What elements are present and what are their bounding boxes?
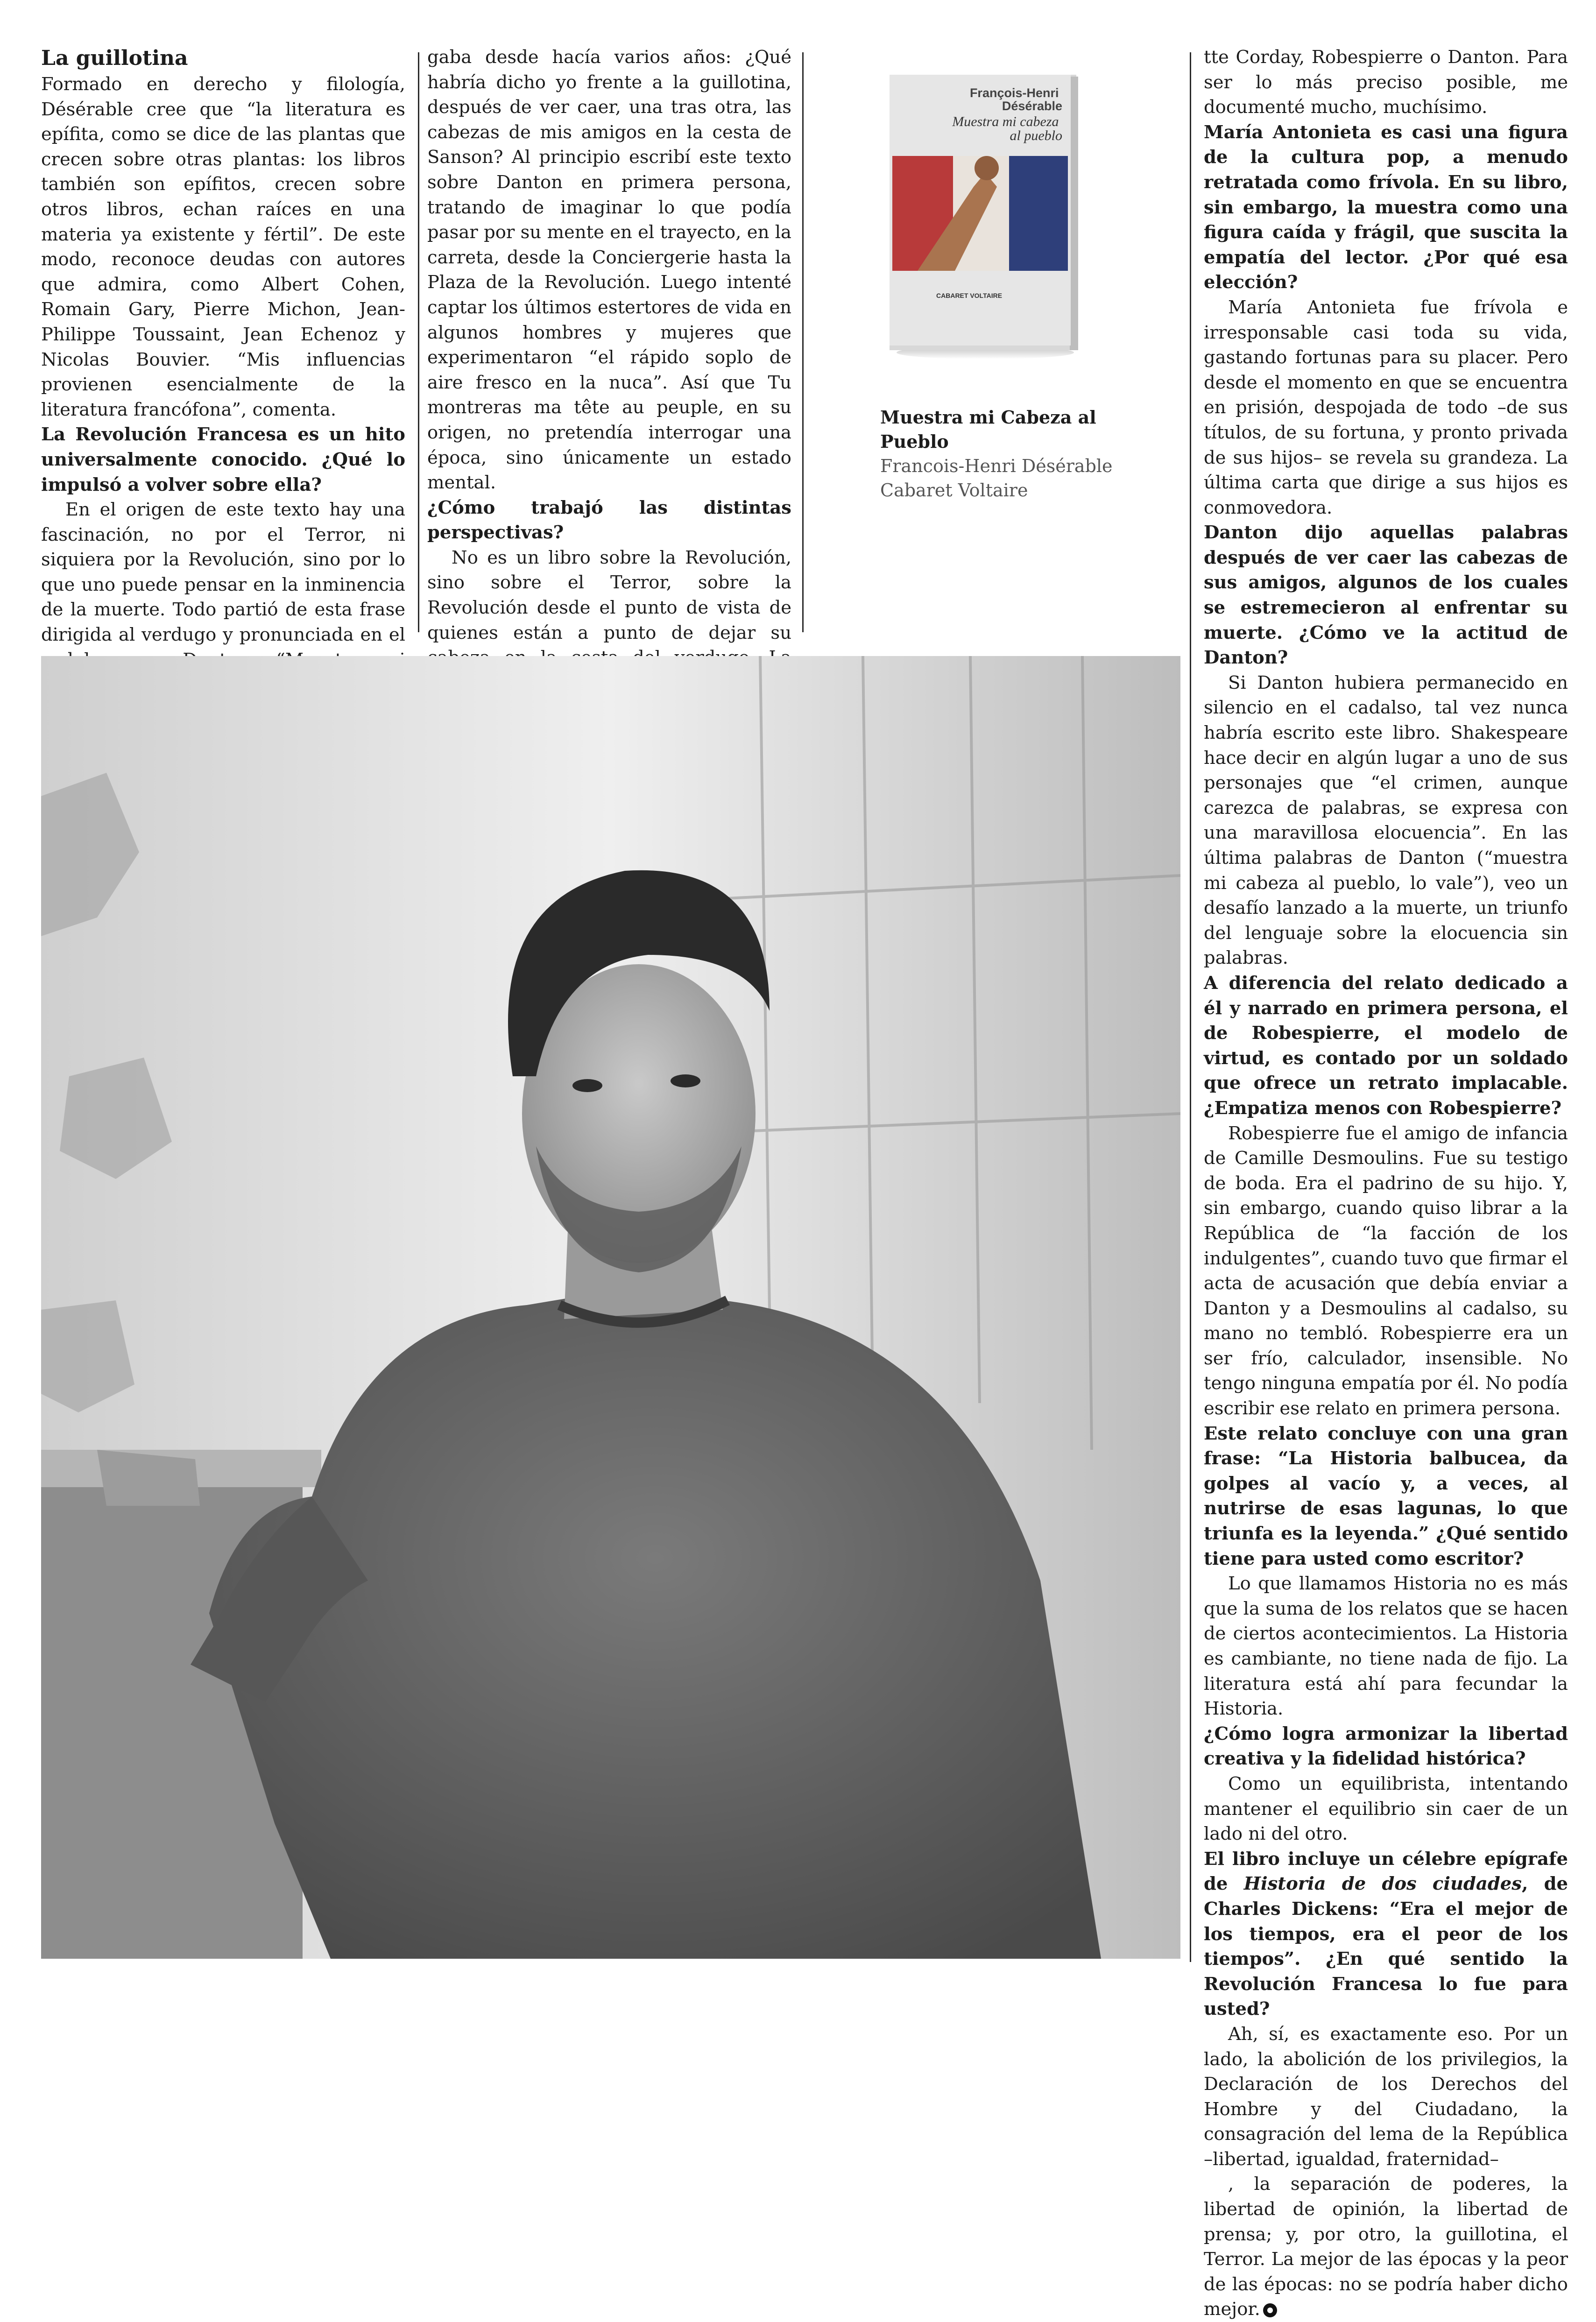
question-7: ¿Cómo logra armonizar la libertad creativa y la fidelidad histórica? (1204, 1723, 1568, 1770)
answer-8-part-b: , la separación de poderes, la libertad de opinión, la libertad de prensa; y, por otro, la guillotina, el Terror. La mejor de las épocas y la peor de las épocas: no se podría haber dicho mejor. (1204, 2174, 1568, 2320)
end-of-article-icon (1263, 2303, 1277, 2317)
book-caption (880, 405, 1132, 502)
answer-4: Si Danton hubiera permanecido en silencio en el cadalso, tal vez nunca habría escrito este libro. Shakespeare hace decir en algún lugar a uno de sus personajes que “el crimen, aunque carezca de palabras, se expresa con una maravillosa elocuencia”. En las última palabras de Danton (“muestra mi cabeza al pueblo, lo vale”), veo un desafío lanzado a la muerte, un triunfo del lenguaje sobre la elocuencia sin palabras. (1204, 672, 1568, 969)
answer-1: En el origen de este texto hay una fascinación, no por el Terror, ni siquiera por la Revolución, sino por lo que uno puede pensar en la inminencia de la muerte. Todo partió de esta frase dirigida al verdugo y pronunciada en el (41, 499, 405, 646)
answer-8-part-a: Ah, sí, es exactamente eso. Por un lado, la abolición de los privilegios, la Declaración de los Derechos del Hombre y del Ciudadano, la consagración del lema de la República –libertad, igualdad, fraternidad– (1204, 2023, 1568, 2170)
answer-6: Lo que llamamos Historia no es más que la suma de los relatos que se hacen de ciertos acontecimientos. La Historia es cambiante, no tiene nada de fijo. La literatura está ahí para fecundar la Historia. (1204, 1573, 1568, 1720)
column-divider-1 (418, 52, 419, 632)
question-8-part-a: El libro incluye un célebre epígrafe de (1204, 1848, 1568, 1895)
book-title: Muestra mi Cabeza al Pueblo (880, 407, 1096, 452)
dickens-title: Historia de dos ciudades (1243, 1873, 1522, 1895)
column-divider-3 (1190, 52, 1191, 1962)
question-4: Danton dijo aquellas palabras después de ver caer las cabezas de sus amigos, algunos de los cuales se estremecieron al enfrentar su muerte. ¿Cómo ve la actitud de Danton? (1204, 522, 1568, 669)
answer-3: María Antonieta fue frívola e irresponsable casi toda su vida, gastando fortunas para su placer. Pero desde el momento en que se encuentra en prisión, despojada de todo –de sus títulos, de su fortuna, y pronto privada de sus hijos– se revela su grandeza. La última carta que dirige a sus hijos es conmovedora. (1204, 296, 1568, 518)
answer-8 (1204, 2172, 1568, 2322)
answer-2-continued: tte Corday, Robespierre o Danton. Para ser lo más preciso posible, me documenté mucho, muchísimo. (1204, 47, 1568, 118)
section-heading: La guillotina (41, 46, 188, 70)
column-3 (1204, 45, 1568, 2322)
intro-paragraph: Formado en derecho y filología, Désérable cree que “la literatura es epífita, como se dice de las plantas que crecen sobre otras plantas: los libros también son epífitos, crecen sobre otros libros, echan raíces en una materia ya existente y fértil”. De este modo, reconoce deudas con autores que admira, como Albert Cohen, Romain Gary, Pierre Michon, Jean-Philippe Toussaint, Jean Echenoz y Nicolas Bouvier. “Mis influencias provienen esencialmente de la literatura francófona”, comenta. (41, 74, 405, 420)
book-publisher: Cabaret Voltaire (880, 480, 1028, 501)
question-8-part-c: , de Charles Dickens: “Era el mejor de los tiempos, era el peor de los tiempos”. ¿En qué sentido la Revolución Francesa lo fue para usted? (1204, 1873, 1568, 2020)
book-author: Francois-Henri Désérable (880, 456, 1113, 476)
answer-5: Robespierre fue el amigo de infancia de Camille Desmoulins. Fue su testigo de boda. Era el padrino de su hijo. Y, sin embargo, cuando quiso librar a la República de “la facción de los indulgentes”, cuando tuvo que firmar el acta de acusación que debía enviar a Danton y a Desmoulins al cadalso, su mano no tembló. Robespierre era un ser frío, calculador, insensible. No tengo ninguna empatía por él. No podía escribir ese relato en primera persona. (1204, 1122, 1568, 1419)
question-6: Este relato concluye con una gran frase: “La Historia balbucea, da golpes al vacío y, a veces, al nutrirse de esas lagunas, lo que triunfa es la leyenda.” ¿Qué sentido tiene para usted como escritor? (1204, 1423, 1568, 1569)
book-cover-image (885, 70, 1086, 360)
column-divider-2 (802, 52, 804, 632)
svg-text:Muestra mi cabeza al puebl: Muestra mi cabeza al pueblo (952, 114, 1062, 143)
answer-7: Como un equilibrista, intentando mantener el equilibrio sin caer de un lado ni del otro. (1204, 1773, 1568, 1845)
question-2: ¿Cómo trabajó las distintas perspectivas? (427, 497, 791, 543)
svg-text:CABARET VOLTAIRE: CABARET VOLTAIRE (936, 292, 1003, 299)
question-1: La Revolución Francesa es un hito universalmente conocido. ¿Qué lo impulsó a volver sobre ella? (41, 424, 405, 495)
question-8 (1204, 1847, 1568, 2022)
question-3: María Antonieta es casi una figura de la cultura pop, a menudo retratada como frívola. En su libro, sin embargo, la muestra como una figura caída y frágil, que suscita la empatía del lector. ¿Por qué esa elección? (1204, 121, 1568, 293)
answer-1-continued: gaba desde hacía varios años: ¿Qué habría dicho yo frente a la guillotina, después de ver caer, una tras otra, las cabezas de mis amigos en la cesta de Sanson? Al principio escribí este texto sobre Danton en primera persona, tratando de imaginar lo que podía pasar por su mente en el trayecto, en la carreta, desde la Conciergerie hasta la Plaza de la Revolución. Luego intenté captar los últimos estertores de vida en algunos hombres y mujeres que experimentaron “el rápido soplo de aire fresco en la nuca”. Así que Tu montreras ma tête au peuple, en su origen, no pretendía interrogar una época, sino únicamente un estado mental. (427, 47, 791, 494)
question-5: A diferencia del relato dedicado a él y narrado en primera persona, el de Robespierre, el modelo de virtud, es contado por un soldado que ofrece un retrato implacable. ¿Empatiza menos con Robespierre? (1204, 972, 1568, 1119)
column-1 (41, 45, 405, 698)
answer-2: No es un libro sobre la Revolución, sino sobre el Terror, sobre la Revolución desde el punto de vista de quienes están a punto de dejar su (427, 547, 791, 643)
svg-text:François-Henri Désérable: François-Henri Désérable (969, 86, 1062, 113)
author-portrait-photo (41, 656, 1180, 1959)
